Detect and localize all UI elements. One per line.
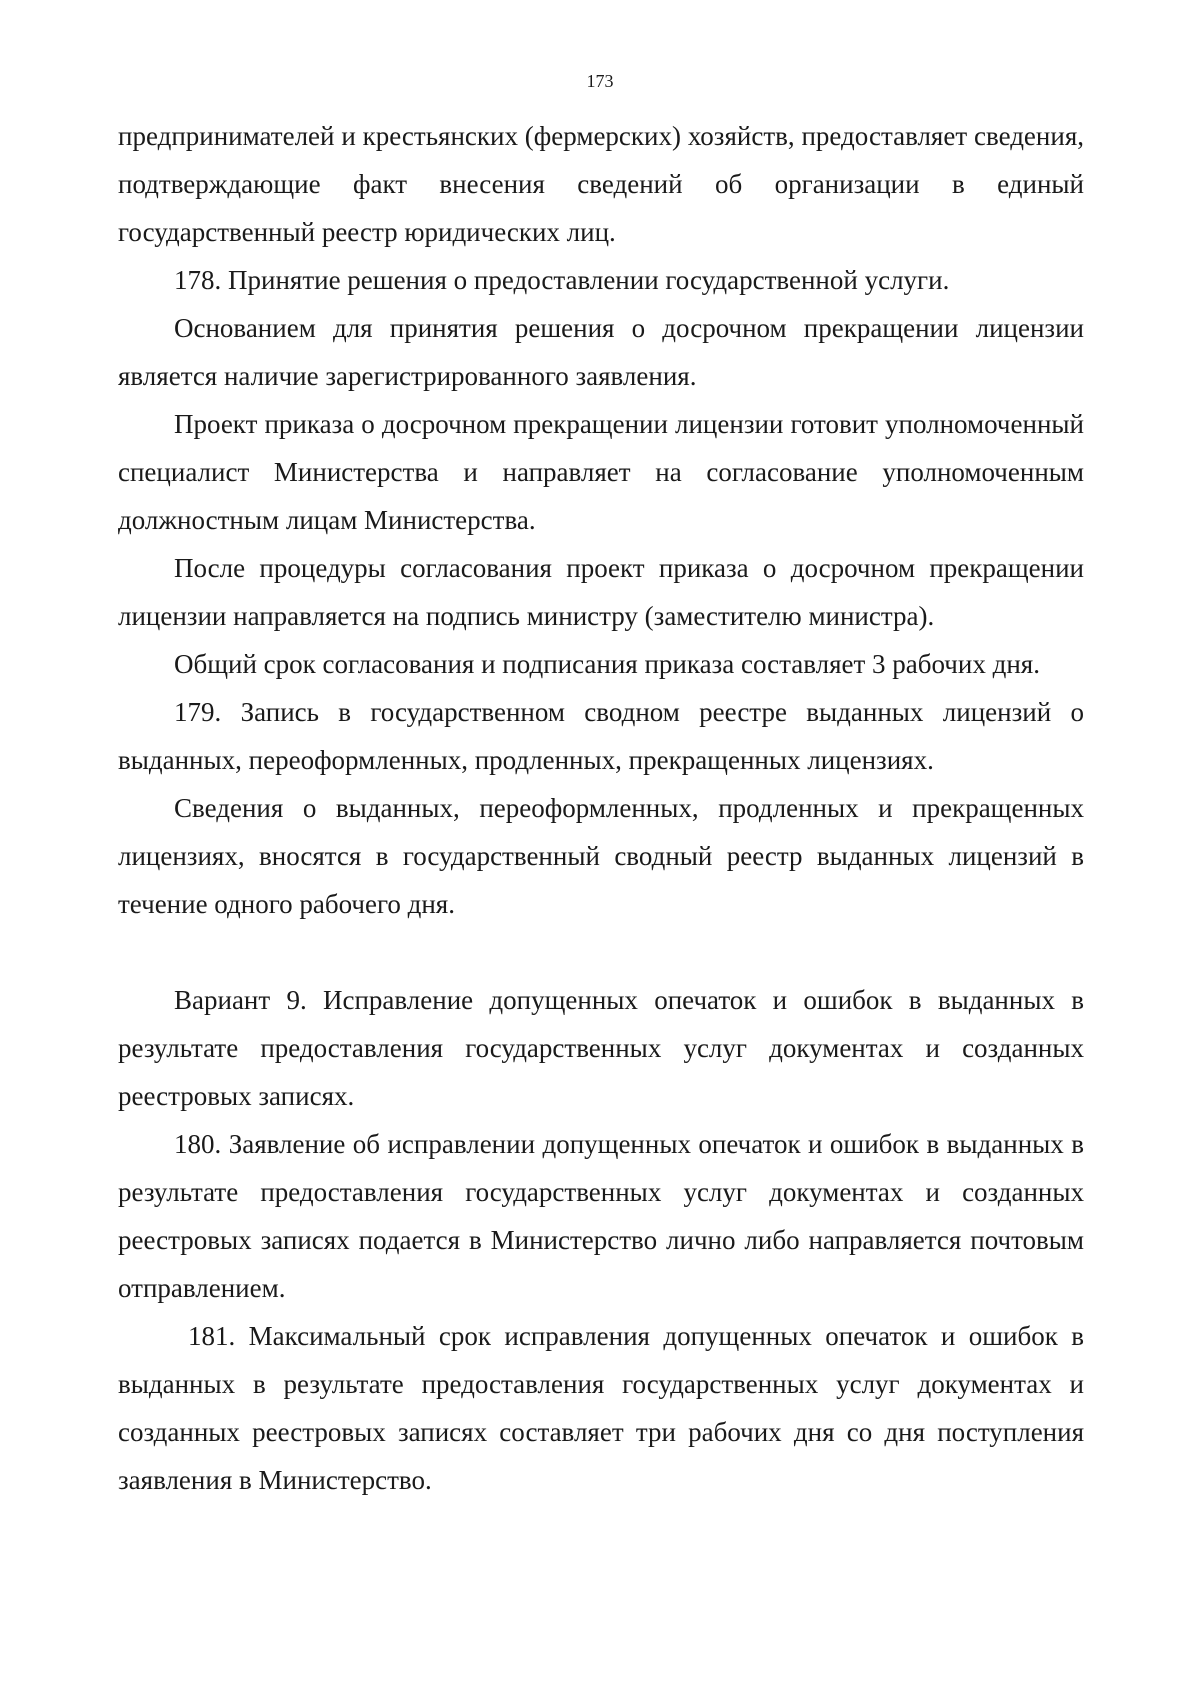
document-body [118,112,1084,1504]
paragraph-register-info: Сведения о выданных, переоформленных, продленных и прекращенных лицензиях, вносятся в государственный сводный реестр выданных лицензий в течение одного рабочего дня. [118,793,1084,919]
paragraph-item-180: 180. Заявление об исправлении допущенных опечаток и ошибок в выданных в результате предоставления государственных услуг документах и созданных реестровых записях подается в Министерство лично либо направляется почтовым отправлением. [118,1129,1084,1303]
paragraph-total-term: Общий срок согласования и подписания приказа составляет 3 рабочих дня. [174,649,1040,679]
paragraph-variant-9-heading: Вариант 9. Исправление допущенных опечаток и ошибок в выданных в результате предоставления государственных услуг документах и созданных реестровых записях. [118,985,1084,1111]
section-gap [118,928,1084,976]
paragraph-basis: Основанием для принятия решения о досрочном прекращении лицензии является наличие зарегистрированного заявления. [118,313,1084,391]
paragraph-after-approval: После процедуры согласования проект приказа о досрочном прекращении лицензии направляется на подпись министру (заместителю министра). [118,553,1084,631]
paragraph-item-179: 179. Запись в государственном сводном реестре выданных лицензий о выданных, переоформленных, продленных, прекращенных лицензиях. [118,697,1084,775]
page-number: 173 [586,71,614,91]
paragraph-continuation: предпринимателей и крестьянских (фермерских) хозяйств, предоставляет сведения, подтверждающие факт внесения сведений об организации в единый государственный реестр юридических лиц. [118,121,1084,247]
paragraph-draft-order: Проект приказа о досрочном прекращении лицензии готовит уполномоченный специалист Министерства и направляет на согласование уполномоченным должностным лицам Министерства. [118,409,1084,535]
paragraph-item-178: 178. Принятие решения о предоставлении государственной услуги. [174,265,950,295]
paragraph-item-181: 181. Максимальный срок исправления допущенных опечаток и ошибок в выданных в результате предоставления государственных услуг документах и созданных реестровых записях составляет три рабочих дня со дня поступления заявления в Министерство. [118,1321,1084,1495]
